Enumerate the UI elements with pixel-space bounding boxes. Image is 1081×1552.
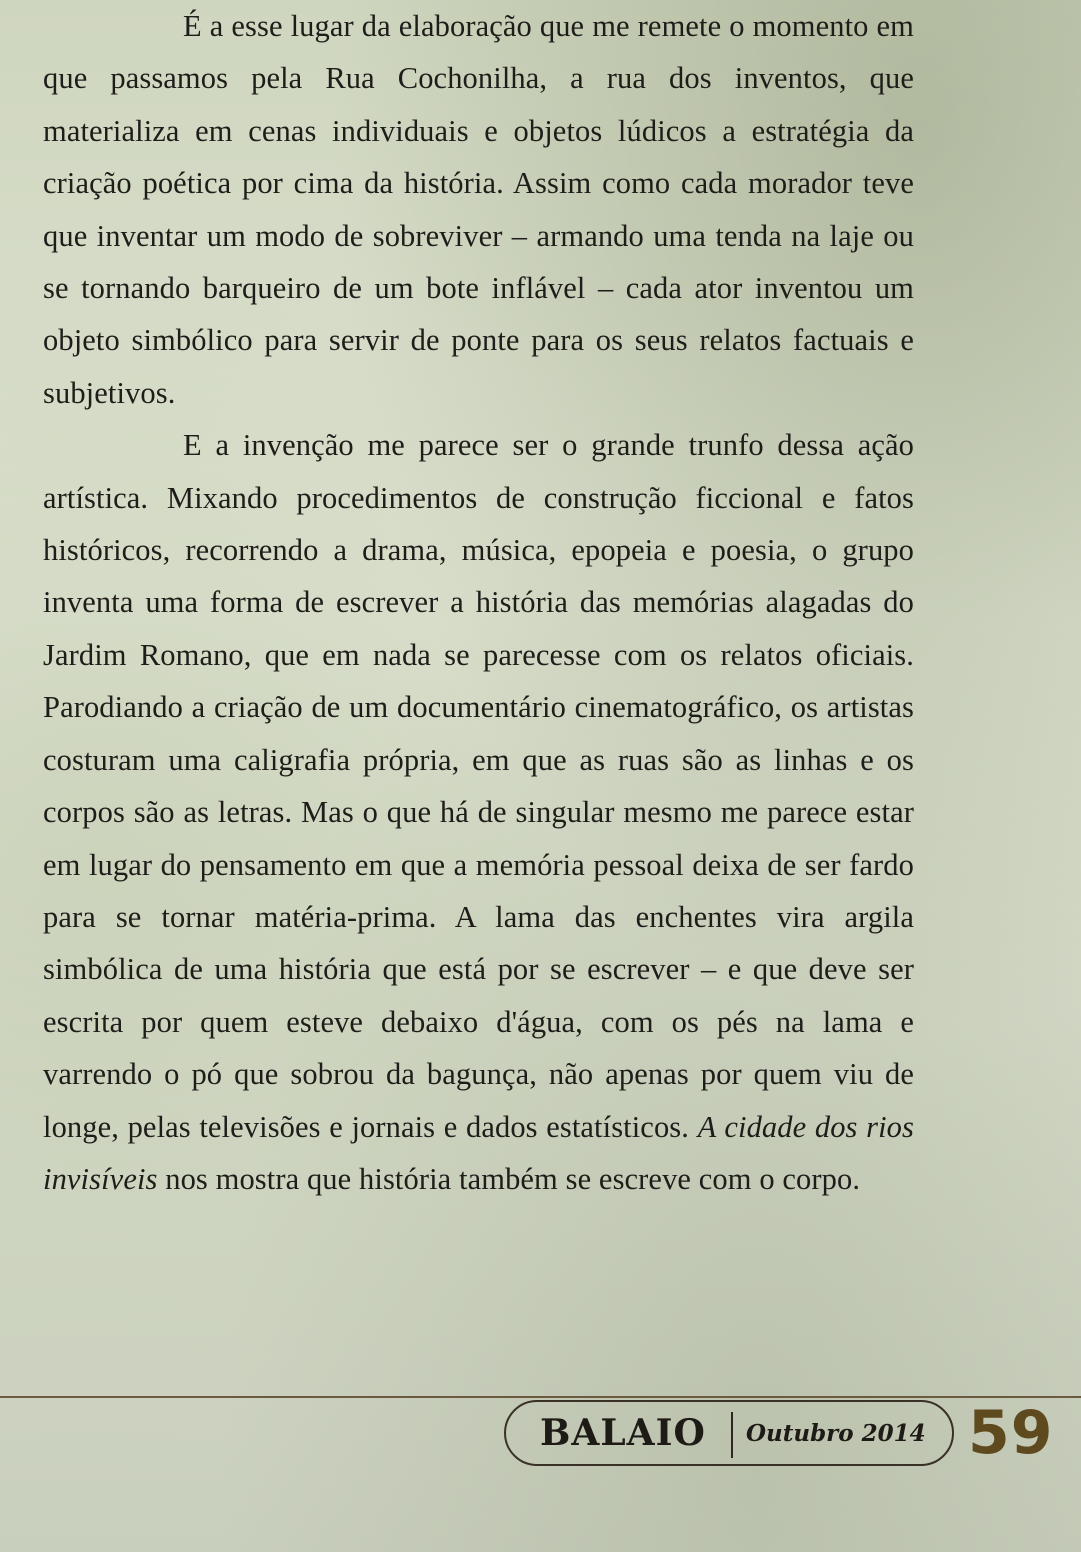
masthead-divider xyxy=(731,1412,733,1458)
article-body xyxy=(43,0,914,1205)
paragraph-2 xyxy=(43,419,914,1205)
work-title-italic: A cidade dos rios invisíveis xyxy=(43,1109,914,1196)
footer-rule xyxy=(0,1396,1081,1398)
page-number: 59 xyxy=(968,1398,1054,1468)
paragraph-2-text-before: E a invenção me parece ser o grande trunfo dessa ação artística. Mixando procedimentos de construção ficcional e fatos históricos, recorrendo a drama, música, epopeia e poesia, o grupo inventa uma forma de escrever a história das memórias alagadas do Jardim Romano, que em nada se parecesse com os relatos oficiais. Parodiando a criação de um documentário cinematográfico, os artistas costuram uma caligrafia própria, em que as ruas são as linhas e os corpos são as letras. Mas o que há de singular mesmo me parece estar em lugar do pensamento em que a memória pessoal deixa de ser fardo para se tornar matéria-prima. A lama das enchentes vira argila simbólica de uma história que está por se escrever – e que deve ser escrita por quem esteve debaixo d'água, com os pés na lama e varrendo o pó que sobrou da bagunça, não apenas por quem viu de longe, pelas televisões e jornais e dados estatísticos. xyxy=(43,428,914,1144)
paragraph-2-text-after: nos mostra que história também se escreve com o corpo. xyxy=(157,1161,861,1196)
issue-date: Outubro 2014 xyxy=(746,1420,926,1447)
paragraph-1-text: É a esse lugar da elaboração que me remete o momento em que passamos pela Rua Cochonilha, a rua dos inventos, que materializa em cenas individuais e objetos lúdicos a estratégia da criação poética por cima da história. Assim como cada morador teve que inventar um modo de sobreviver – armando uma tenda na laje ou se tornando barqueiro de um bote inflável – cada ator inventou um objeto simbólico para servir de ponte para os seus relatos factuais e subjetivos. xyxy=(43,9,914,410)
paragraph-1 xyxy=(43,0,914,419)
magazine-brand: BALAIO xyxy=(540,1412,706,1454)
